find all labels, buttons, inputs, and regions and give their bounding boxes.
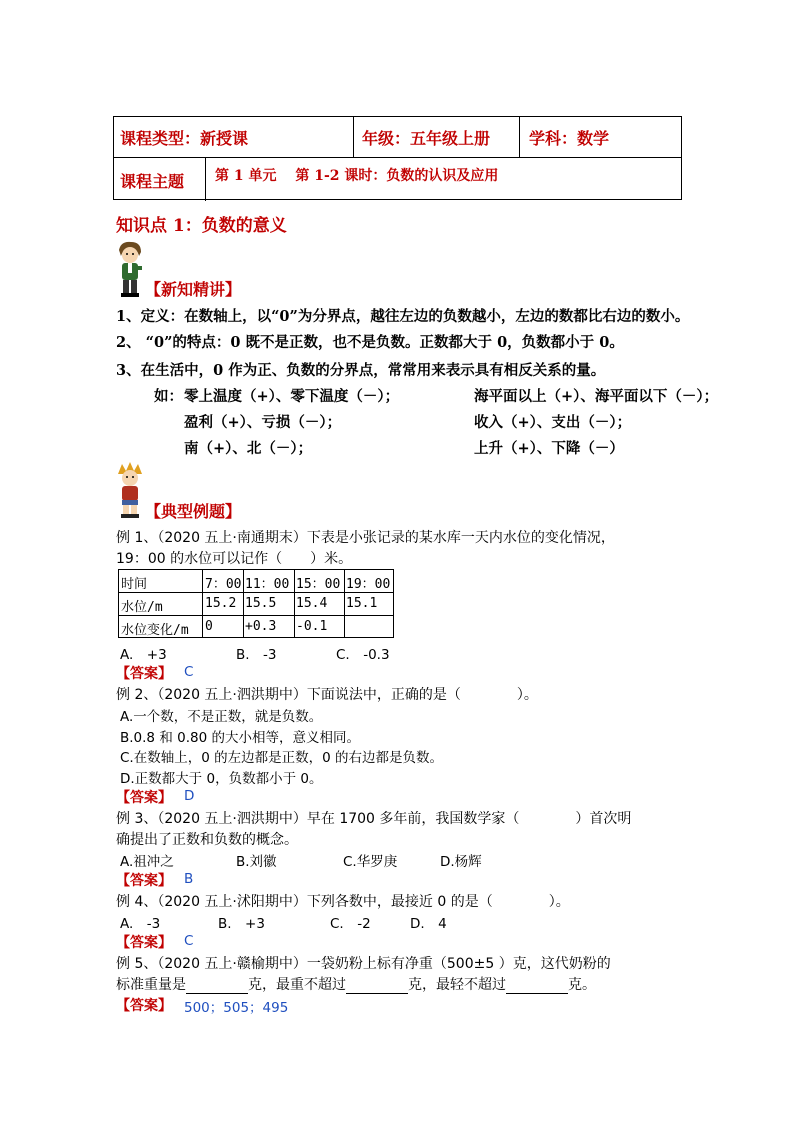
table-divider xyxy=(119,592,393,593)
table-cell: 15.5 xyxy=(245,596,277,611)
option: D.杨辉 xyxy=(440,854,482,870)
knowledge-point-title: 知识点 1：负数的意义 xyxy=(116,216,287,236)
answer-label: 【答案】 xyxy=(116,790,172,806)
answer-value: 500；505；495 xyxy=(184,1000,289,1016)
text-segment: 克，最重不超过 xyxy=(248,977,346,993)
example-3-line: 确提出了正数和负数的概念。 xyxy=(116,832,298,848)
example-1-line: 19：00 的水位可以记作（ ）米。 xyxy=(116,551,353,567)
table-divider xyxy=(114,157,681,158)
table-cell: +0.3 xyxy=(245,619,277,634)
table-cell: 11：00 xyxy=(245,577,290,592)
option: A.祖冲之 xyxy=(120,854,174,870)
option: A. +3 xyxy=(120,647,167,663)
example-pair: 零上温度（+）、零下温度（－）； xyxy=(184,388,400,405)
table-divider xyxy=(344,570,345,637)
course-info-table xyxy=(113,116,682,200)
example-pair: 南（+）、北（－）； xyxy=(184,440,313,457)
option: D.正数都大于 0，负数都小于 0。 xyxy=(120,771,323,787)
text-segment: 克。 xyxy=(568,977,596,993)
option: C.华罗庚 xyxy=(343,854,398,870)
fill-blank xyxy=(186,977,248,994)
table-cell: 时间 xyxy=(121,577,148,592)
example-pair: 上升（+）、下降（－） xyxy=(474,440,624,457)
option: B.刘徽 xyxy=(236,854,277,870)
definition-item: 1、定义：在数轴上，以“0”为分界点，越往左边的负数越小，左边的数都比右边的数小。 xyxy=(116,308,690,325)
table-cell: 水位/m xyxy=(121,600,163,615)
teacher-cartoon-icon xyxy=(113,240,147,298)
grade: 年级：五年级上册 xyxy=(362,129,491,148)
option: B. +3 xyxy=(218,916,265,932)
example-pair: 收入（+）、支出（－）； xyxy=(474,414,632,431)
table-cell: 15：00 xyxy=(296,577,341,592)
table-cell: -0.1 xyxy=(296,619,328,634)
table-cell: 15.1 xyxy=(346,596,378,611)
example-3-line: 例 3、（2020 五上·泗洪期中）早在 1700 多年前，我国数学家（ ）首次明 xyxy=(116,811,632,827)
example-1-line: 例 1、（2020 五上·南通期末）下表是小张记录的某水库一天内水位的变化情况， xyxy=(116,530,615,546)
table-cell: 0 xyxy=(205,619,213,634)
course-type: 课程类型：新授课 xyxy=(120,129,249,148)
option: A.一个数，不是正数，就是负数。 xyxy=(120,709,323,725)
option: B.0.8 和 0.80 的大小相等，意义相同。 xyxy=(120,730,360,746)
option: C. -2 xyxy=(330,916,371,932)
example-5-line xyxy=(116,974,596,994)
option: C. -0.3 xyxy=(336,647,390,663)
definition-item: 3、在生活中，0 作为正、负数的分界点，常常用来表示具有相反关系的量。 xyxy=(116,362,606,379)
example-5-line: 例 5、（2020 五上·赣榆期中）一袋奶粉上标有净重（500±5 ）克，这代奶粉的 xyxy=(116,956,611,972)
definition-item: 2、 “0”的特点：0 既不是正数，也不是负数。正数都大于 0，负数都小于 0。 xyxy=(116,334,624,351)
table-cell: 15.4 xyxy=(296,596,328,611)
text-segment: 标准重量是 xyxy=(116,977,186,993)
table-cell: 7：00 xyxy=(205,577,242,592)
table-divider xyxy=(519,117,520,157)
answer-label: 【答案】 xyxy=(116,873,172,889)
table-divider xyxy=(353,117,354,157)
answer-label: 【答案】 xyxy=(116,666,172,682)
student-cartoon-icon xyxy=(113,462,147,518)
typical-examples-title: 【典型例题】 xyxy=(145,502,242,521)
option: C.在数轴上，0 的左边都是正数，0 的右边都是负数。 xyxy=(120,750,443,766)
answer-label: 【答案】 xyxy=(116,935,172,951)
table-divider xyxy=(294,570,295,637)
water-level-table xyxy=(118,569,394,638)
subject: 学科：数学 xyxy=(529,129,610,148)
answer-label: 【答案】 xyxy=(116,998,172,1014)
table-cell: 19：00 xyxy=(346,577,391,592)
fill-blank xyxy=(506,977,568,994)
answer-value: C xyxy=(184,664,194,680)
answer-value: C xyxy=(184,933,194,949)
table-cell: 水位变化/m xyxy=(121,623,189,638)
example-lead: 如： xyxy=(154,388,183,405)
table-cell: 15.2 xyxy=(205,596,237,611)
option: A. -3 xyxy=(120,916,161,932)
table-divider xyxy=(202,570,203,637)
topic-label: 课程主题 xyxy=(120,172,185,191)
option: D. 4 xyxy=(410,916,447,932)
table-divider xyxy=(243,570,244,637)
example-pair: 海平面以上（+）、海平面以下（－）； xyxy=(474,388,719,405)
example-pair: 盈利（+）、亏损（－）； xyxy=(184,414,342,431)
table-divider xyxy=(205,157,206,201)
example-2-line: 例 2、（2020 五上·泗洪期中）下面说法中，正确的是（ ）。 xyxy=(116,687,538,703)
table-divider xyxy=(119,615,393,616)
fill-blank xyxy=(346,977,408,994)
text-segment: 克，最轻不超过 xyxy=(408,977,506,993)
example-4-line: 例 4、（2020 五上·沭阳期中）下列各数中，最接近 0 的是（ ）。 xyxy=(116,894,570,910)
answer-value: B xyxy=(184,871,194,887)
option: B. -3 xyxy=(236,647,277,663)
topic-value: 第 1 单元 第 1-2 课时：负数的认识及应用 xyxy=(215,168,499,184)
new-knowledge-title: 【新知精讲】 xyxy=(145,280,242,299)
answer-value: D xyxy=(184,788,195,804)
